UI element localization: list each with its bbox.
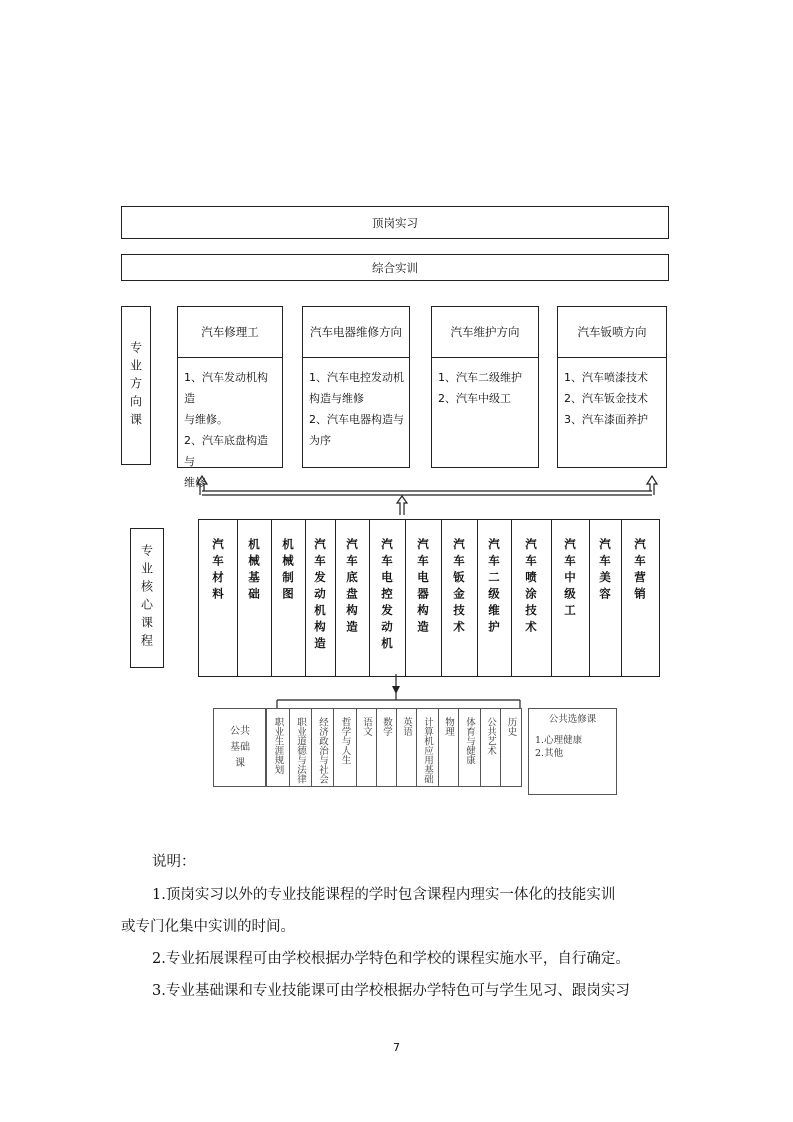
public-section-label-box — [213, 708, 267, 787]
public-course: 英语 — [396, 709, 417, 786]
direction-item: 2、汽车电器构造与 — [309, 413, 404, 426]
comprehensive-training-label: 综合实训 — [372, 260, 418, 275]
direction-title: 汽车维护方向 — [432, 307, 538, 358]
direction-item: 1、汽车电控发动机 — [309, 371, 404, 384]
direction-title: 汽车钣喷方向 — [558, 307, 666, 358]
core-courses-row — [198, 519, 660, 677]
core-course: 汽车发动机构造 — [305, 520, 336, 676]
core-course: 汽车钣金技术 — [441, 520, 478, 676]
core-course: 汽车底盘构造 — [335, 520, 370, 676]
core-course: 汽车材料 — [199, 520, 238, 676]
core-section-label-box — [130, 528, 164, 668]
public-course: 职业生涯规划 — [266, 709, 290, 786]
internship-label: 顶岗实习 — [372, 215, 418, 230]
public-course: 体育与健康 — [458, 709, 481, 786]
public-course: 物理 — [438, 709, 459, 786]
note-line: 或专门化集中实训的时间。 — [121, 919, 295, 935]
public-course: 经济政治与社会 — [311, 709, 334, 786]
public-section-label: 公共基础课 — [230, 725, 250, 769]
direction-item: 1、汽车喷漆技术 — [564, 371, 648, 384]
direction-item: 1、汽车发动机构造 — [184, 371, 268, 405]
core-course: 机械基础 — [237, 520, 272, 676]
note-line: 2.专业拓展课程可由学校根据办学特色和学校的课程实施水平，自行确定。 — [152, 951, 630, 967]
page-number: 7 — [393, 1041, 400, 1054]
public-elective-box — [528, 708, 617, 795]
core-course: 汽车电控发动机 — [369, 520, 406, 676]
public-course: 哲学与人生 — [333, 709, 357, 786]
public-course: 公共艺术 — [480, 709, 501, 786]
public-course: 数学 — [376, 709, 397, 786]
core-course: 汽车电器构造 — [405, 520, 442, 676]
direction-item: 1、汽车二级维护 — [438, 371, 522, 384]
public-course: 语文 — [356, 709, 377, 786]
direction-item: 2、汽车中级工 — [438, 392, 511, 405]
direction-item: 3、汽车漆面养护 — [564, 413, 648, 426]
note-line: 1.顶岗实习以外的专业技能课程的学时包含课程内理实一体化的技能实训 — [152, 887, 616, 903]
direction-item: 为序 — [309, 434, 331, 447]
core-course: 汽车美容 — [589, 520, 622, 676]
public-course: 历史 — [505, 717, 517, 736]
core-course: 汽车中级工 — [551, 520, 590, 676]
core-course: 汽车喷涂技术 — [511, 520, 552, 676]
direction-item: 2、汽车底盘构造与 — [184, 434, 268, 468]
public-courses-row — [265, 708, 522, 787]
direction-item: 构造与维修 — [309, 392, 364, 405]
direction-item: 2、汽车钣金技术 — [564, 392, 648, 405]
public-course: 计算机应用基础 — [416, 709, 439, 786]
public-elective-title: 公共选修课 — [548, 714, 597, 725]
direction-item: 与维修。 — [184, 413, 228, 426]
core-section-label: 专业核心课程 — [139, 544, 154, 652]
public-elective-item: 1.心理健康 — [535, 735, 583, 746]
direction-title: 汽车电器维修方向 — [303, 307, 409, 358]
public-course: 职业道德与法律 — [289, 709, 312, 786]
direction-title: 汽车修理工 — [178, 307, 282, 358]
notes-heading: 说明： — [152, 854, 196, 870]
public-elective-item: 2.其他 — [535, 748, 564, 759]
core-course: 机械制图 — [271, 520, 306, 676]
core-course: 汽车营销 — [633, 538, 647, 604]
note-line: 3.专业基础课和专业技能课可由学校根据办学特色可与学生见习、跟岗实习 — [152, 983, 630, 999]
direction-section-label: 专业方向课 — [128, 340, 143, 431]
direction-item: 维修 — [184, 476, 206, 489]
core-course: 汽车二级维护 — [477, 520, 512, 676]
